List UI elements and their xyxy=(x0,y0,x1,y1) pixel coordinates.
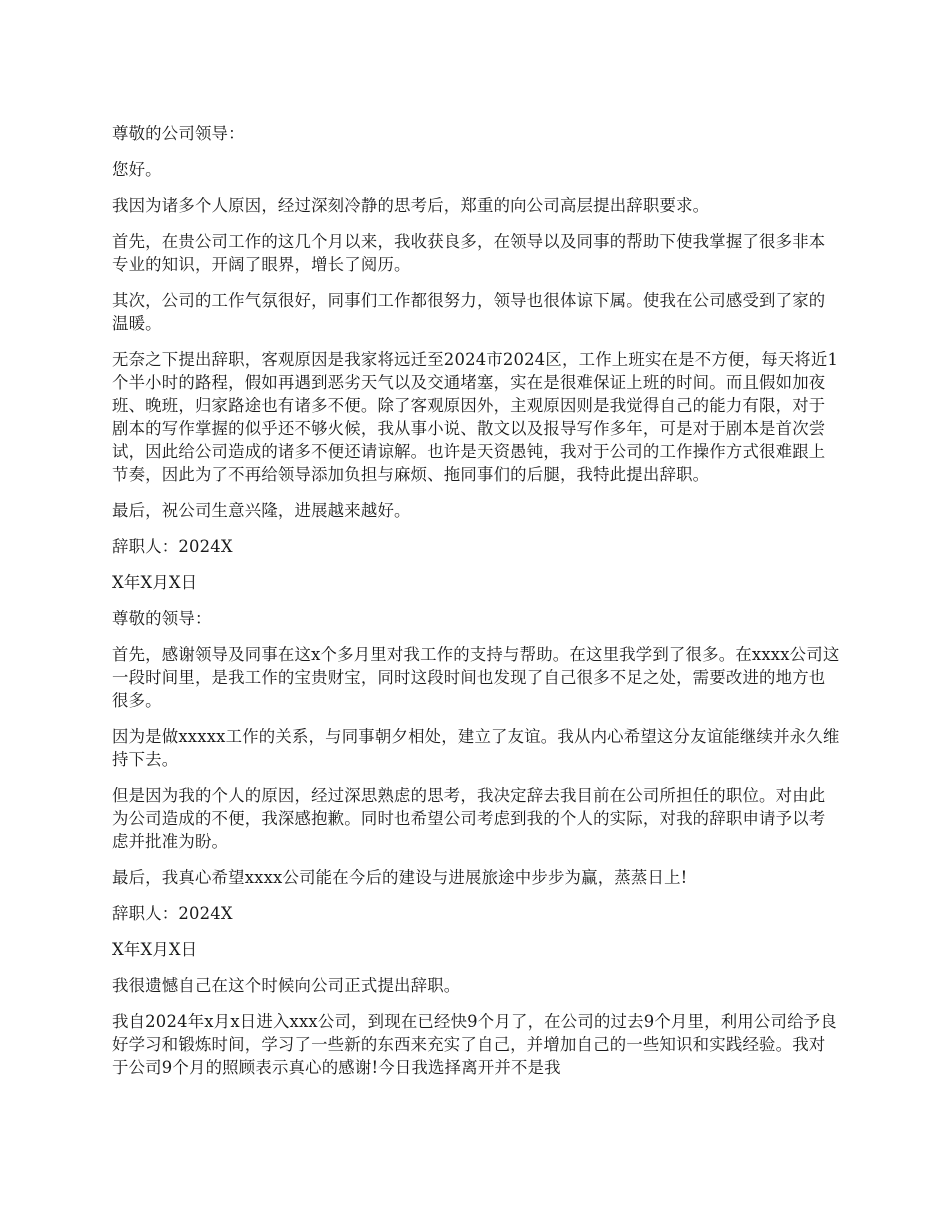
letter2-date: X年X月X日 xyxy=(112,940,198,959)
letter2-paragraph-3: 但是因为我的个人的原因，经过深思熟虑的思考，我决定辞去我目前在公司所担任的职位。对由此为公司造成的不便，我深感抱歉。同时也希望公司考虑到我的个人的实际，对我的辞职申请予以考虑并批准为盼。 xyxy=(112,786,826,851)
letter1-paragraph-4: 无奈之下提出辞职，客观原因是我家将远迁至2024市2024区，工作上班实在是不方便，每天将近1个半小时的路程，假如再遇到恶劣天气以及交通堵塞，实在是很难保证上班的时间。而且假如加夜班、晚班，归家路途也有诸多不便。除了客观原因外，主观原因则是我觉得自己的能力有限，对于剧本的写作掌握的似乎还不够火候，我从事小说、散文以及报导写作多年，可是对于剧本是首次尝试，因此给公司造成的诸多不便还请谅解。也许是天资愚钝，我对于公司的工作操作方式很难跟上节奏，因此为了不再给领导添加负担与麻烦、拖同事们的后腿，我特此提出辞职。 xyxy=(112,350,839,484)
letter2-paragraph-4: 最后，我真心希望xxxx公司能在今后的建设与进展旅途中步步为赢，蒸蒸日上! xyxy=(112,868,688,887)
letter2-paragraph-2: 因为是做xxxxx工作的关系，与同事朝夕相处，建立了友谊。我从内心希望这分友谊能继续并永久维持下去。 xyxy=(112,727,840,769)
letter1-paragraph-3: 其次，公司的工作气氛很好，同事们工作都很努力，领导也很体谅下属。使我在公司感受到了家的温暖。 xyxy=(112,291,826,333)
letter1-signature: 辞职人：2024X xyxy=(112,537,233,556)
letter2-paragraph-1: 首先，感谢领导及同事在这x个多月里对我工作的支持与帮助。在这里我学到了很多。在xxxx公司这一段时间里，是我工作的宝贵财宝，同时这段时间也发现了自己很多不足之处，需要改进的地方也很多。 xyxy=(112,645,840,710)
letter1-paragraph-5: 最后，祝公司生意兴隆，进展越来越好。 xyxy=(112,501,411,520)
document-body xyxy=(112,122,840,1092)
letter1-greeting: 您好。 xyxy=(112,160,162,179)
letter1-paragraph-1: 我因为诸多个人原因，经过深刻冷静的思考后，郑重的向公司高层提出辞职要求。 xyxy=(112,196,710,215)
letter1-date: X年X月X日 xyxy=(112,573,198,592)
letter2-signature: 辞职人：2024X xyxy=(112,904,233,923)
letter2-salutation: 尊敬的领导： xyxy=(112,609,212,628)
letter1-salutation: 尊敬的公司领导： xyxy=(112,124,245,143)
letter3-paragraph-1: 我很遗憾自己在这个时候向公司正式提出辞职。 xyxy=(112,976,461,995)
letter1-paragraph-2: 首先，在贵公司工作的这几个月以来，我收获良多，在领导以及同事的帮助下使我掌握了很多非本专业的知识，开阔了眼界，增长了阅历。 xyxy=(112,232,826,274)
letter3-paragraph-2: 我自2024年x月x日进入xxx公司，到现在已经快9个月了，在公司的过去9个月里，利用公司给予良好学习和锻炼时间，学习了一些新的东西来充实了自己，并增加自己的一些知识和实践经验。我对于公司9个月的照顾表示真心的感谢!今日我选择离开并不是我 xyxy=(112,1012,837,1077)
